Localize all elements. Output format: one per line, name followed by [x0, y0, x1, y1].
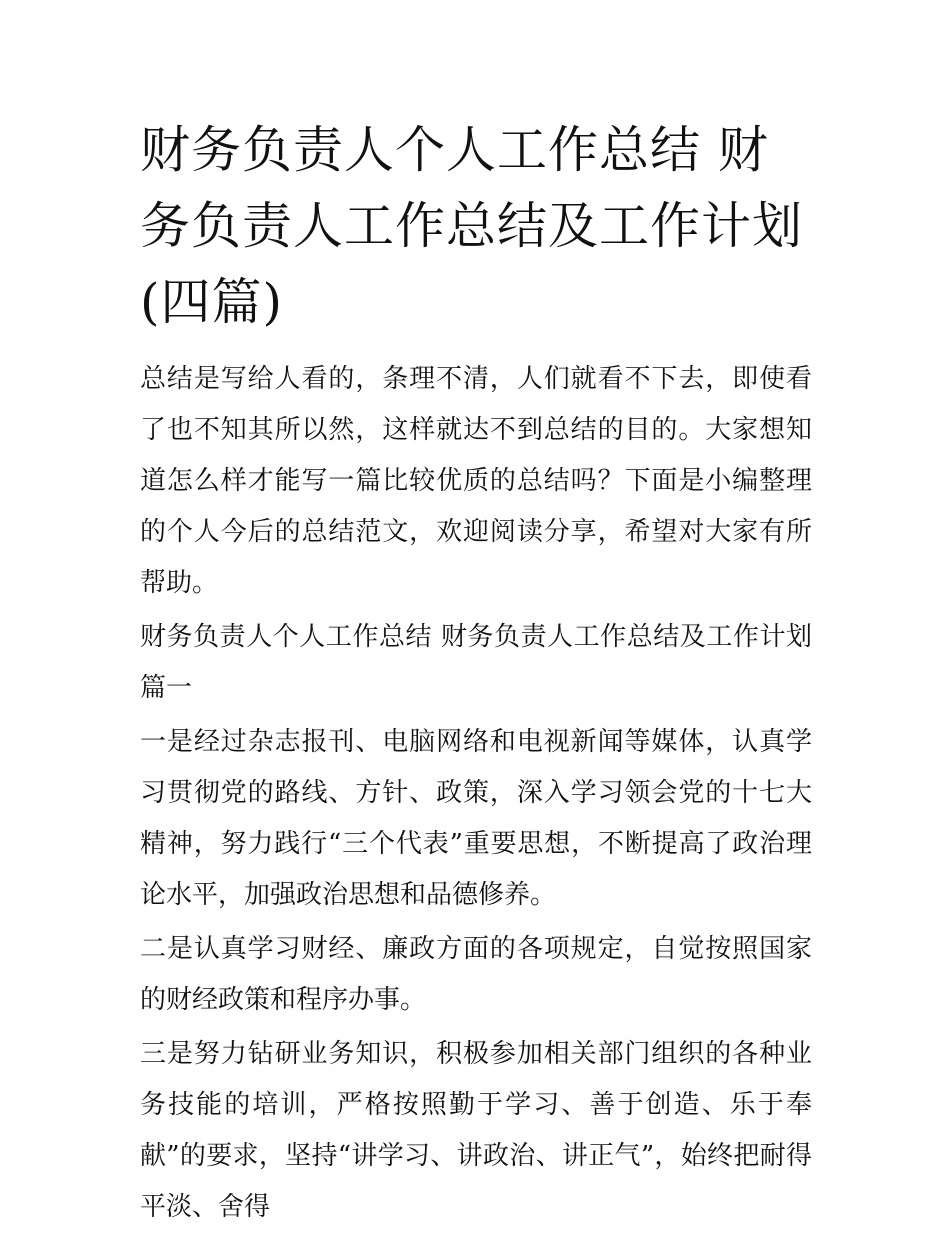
body-paragraph-2: 二是认真学习财经、廉政方面的各项规定，自觉按照国家的财经政策和程序办事。: [140, 934, 812, 1015]
body-paragraph-3: 三是努力钻研业务知识，积极参加相关部门组织的各种业务技能的培训，严格按照勤于学习、善于创造、乐于奉献”的要求，坚持“讲学习、讲政治、讲正气”，始终把耐得平淡、舍得: [140, 1039, 812, 1222]
section-heading-paragraph: 财务负责人个人工作总结 财务负责人工作总结及工作计划篇一: [140, 622, 812, 703]
document-title: 财务负责人个人工作总结 财务负责人工作总结及工作计划(四篇): [140, 121, 803, 331]
document-body: [140, 112, 812, 1236]
intro-paragraph: 总结是写给人看的，条理不清，人们就看不下去，即使看了也不知其所以然，这样就达不到总结的目的。大家想知道怎么样才能写一篇比较优质的总结吗？下面是小编整理的个人今后的总结范文，欢迎阅读分享，希望对大家有所帮助。: [140, 364, 812, 598]
body-paragraph-1: 一是经过杂志报刊、电脑网络和电视新闻等媒体，认真学习贯彻党的路线、方针、政策，深入学习领会党的十七大精神，努力践行“三个代表”重要思想，不断提高了政治理论水平，加强政治思想和品德修养。: [140, 727, 812, 910]
